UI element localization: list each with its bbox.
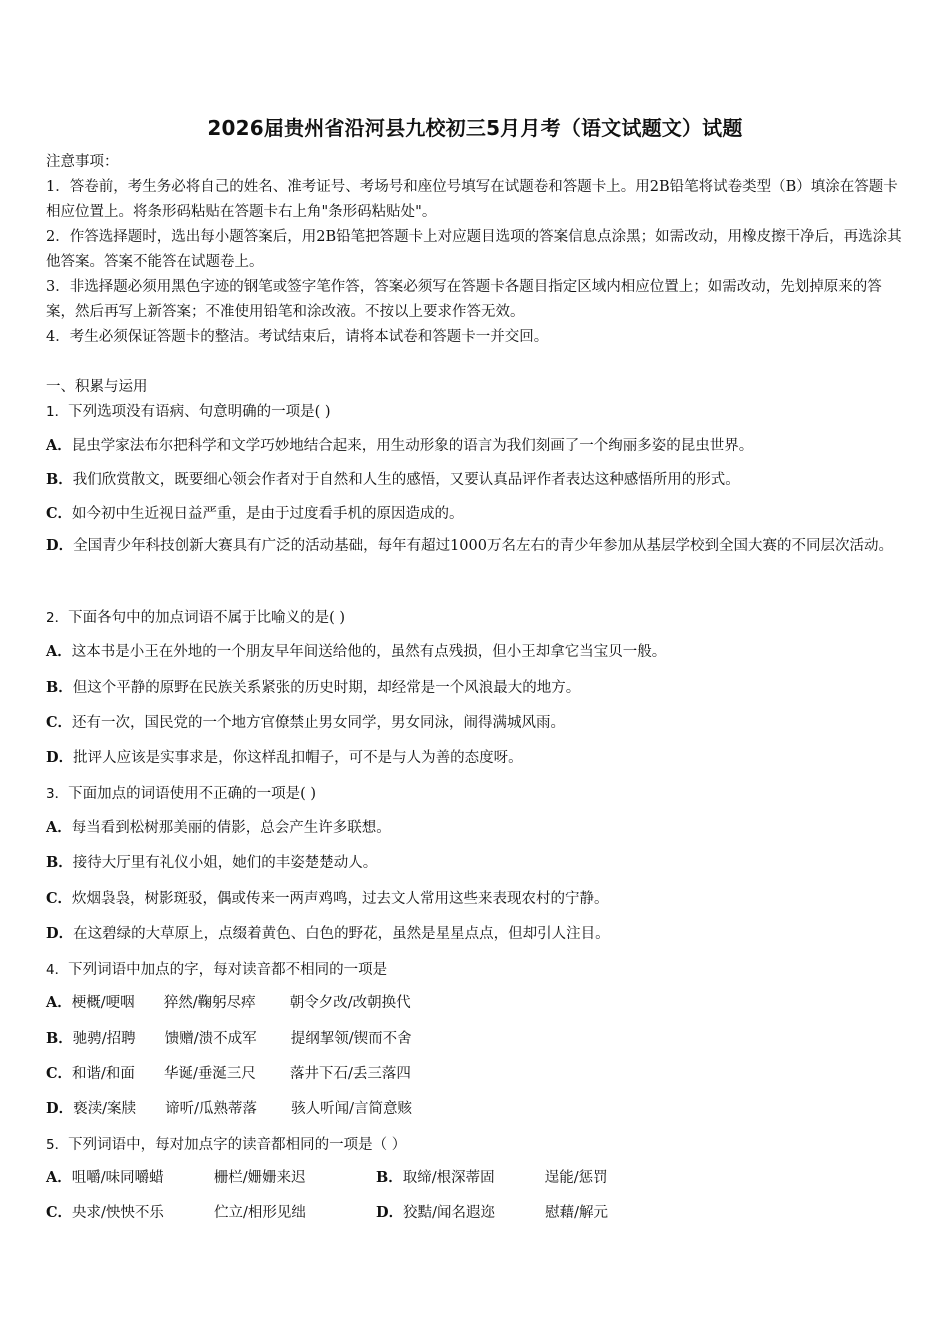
option-term: 取缔/根深蒂固 (402, 1170, 495, 1186)
q5-option-d (376, 1201, 608, 1222)
option-term: 伫立/相形见绌 (214, 1205, 306, 1221)
option-letter: D． (46, 925, 74, 942)
question-stem: 下面各句中的加点词语不属于比喻义的是( ) (68, 610, 346, 626)
question-stem: 下列词语中加点的字，每对读音都不相同的一项是 (68, 962, 388, 978)
option-letter: A． (46, 994, 72, 1011)
q3-option-d (46, 922, 916, 943)
option-letter: D． (46, 1100, 74, 1117)
option-term: 提纲挈领/锲而不舍 (290, 1031, 412, 1047)
option-term: 骇人听闻/言简意赅 (291, 1101, 412, 1117)
option-term: 咀嚼/味同嚼蜡 (71, 1170, 164, 1186)
page-title: 2026届贵州省沿河县九校初三5月月考（语文试题文）试题 (207, 116, 743, 140)
question-number: 4． (46, 962, 69, 978)
option-letter: C． (46, 890, 73, 907)
question-number: 1． (46, 404, 69, 420)
option-text: 这本书是小王在外地的一个朋友早年间送给他的，虽然有点残损，但小王却拿它当宝贝一般。 (71, 644, 667, 660)
question-2 (46, 606, 916, 627)
option-term: 驰骋/招聘 (72, 1031, 136, 1047)
notes-item: 3．非选择题必须用黑色字迹的钢笔或签字笔作答，答案必须写在答题卡各题目指定区域内相应位置上；如需改动，先划掉原来的答案，然后再写上新答案；不准使用铅笔和涂改液。不按以上要求作答无效。 (46, 279, 882, 320)
q5-row-ab (46, 1166, 916, 1187)
q2-option-c (46, 711, 916, 732)
option-term: 猝然/鞠躬尽瘁 (163, 995, 256, 1011)
option-letter: A． (46, 819, 72, 836)
option-letter: A． (46, 1169, 72, 1186)
option-text: 批评人应该是实事求是，你这样乱扣帽子，可不是与人为善的态度呀。 (73, 750, 523, 766)
q2-option-a (46, 640, 916, 661)
question-stem: 下列选项没有语病、句意明确的一项是( ) (68, 404, 331, 420)
question-number: 5． (46, 1137, 69, 1153)
q5-row-cd (46, 1201, 916, 1222)
q3-option-b (46, 851, 916, 872)
option-text: 全国青少年科技创新大赛具有广泛的活动基础，每年有超过1000万名左右的青少年参加从基层学校到全国大赛的不同层次活动。 (73, 538, 893, 554)
question-3 (46, 782, 916, 803)
notes-item: 4．考生必须保证答题卡的整洁。考试结束后，请将本试卷和答题卡一并交回。 (46, 329, 549, 345)
option-text: 接待大厅里有礼仪小姐，她们的丰姿楚楚动人。 (72, 855, 378, 871)
option-letter: C． (46, 1204, 73, 1221)
question-1 (46, 400, 916, 421)
question-stem: 下列词语中，每对加点字的读音都相同的一项是（ ） (68, 1137, 407, 1153)
option-term: 朝令夕改/改朝换代 (289, 995, 411, 1011)
option-letter: B． (46, 854, 73, 871)
q4-option-c (46, 1062, 916, 1083)
option-letter: B． (46, 471, 73, 488)
notes-heading: 注意事项： (46, 154, 119, 170)
option-term: 慰藉/解元 (545, 1205, 608, 1221)
q5-option-a (46, 1166, 376, 1187)
q5-option-c (46, 1201, 376, 1222)
question-4 (46, 958, 916, 979)
option-letter: D． (46, 749, 74, 766)
option-term: 谛听/瓜熟蒂落 (165, 1101, 257, 1117)
option-text: 我们欣赏散文，既要细心领会作者对于自然和人生的感悟，又要认真品评作者表达这种感悟所用的形式。 (72, 472, 740, 488)
option-text: 还有一次，国民党的一个地方官僚禁止男女同学，男女同泳，闹得满城风雨。 (72, 715, 566, 731)
option-term: 和谐/和面 (72, 1066, 135, 1082)
q1-option-a (46, 434, 916, 455)
question-5 (46, 1133, 916, 1154)
notes-item: 1．答卷前，考生务必将自己的姓名、准考证号、考场号和座位号填写在试题卷和答题卡上。用2B铅笔将试卷类型（B）填涂在答题卡相应位置上。将条形码粘贴在答题卡右上角"条形码粘贴处"。 (46, 179, 898, 220)
option-letter: B． (376, 1169, 403, 1186)
q1-option-c (46, 502, 916, 523)
q2-option-d (46, 746, 916, 767)
q1-option-b (46, 468, 916, 489)
notes-block (46, 150, 906, 350)
option-text: 每当看到松树那美丽的倩影，总会产生许多联想。 (71, 820, 391, 836)
option-term: 央求/怏怏不乐 (72, 1205, 164, 1221)
option-text: 昆虫学家法布尔把科学和文学巧妙地结合起来，用生动形象的语言为我们刻画了一个绚丽多姿的昆虫世界。 (71, 438, 754, 454)
q5-option-b (376, 1166, 608, 1187)
section-heading: 一、积累与运用 (46, 379, 148, 395)
option-text: 但这个平静的原野在民族关系紧张的历史时期，却经常是一个风浪最大的地方。 (72, 680, 581, 696)
option-letter: B． (46, 1030, 73, 1047)
option-letter: C． (46, 714, 73, 731)
option-text: 如今初中生近视日益严重，是由于过度看手机的原因造成的。 (72, 506, 464, 522)
q3-option-a (46, 816, 916, 837)
option-term: 落井下石/丢三落四 (290, 1066, 411, 1082)
option-term: 华诞/垂涎三尺 (164, 1066, 256, 1082)
option-letter: C． (46, 505, 73, 522)
question-number: 3． (46, 786, 69, 802)
option-letter: D． (46, 537, 74, 554)
question-number: 2． (46, 610, 69, 626)
q4-option-d (46, 1097, 916, 1118)
option-letter: A． (46, 437, 72, 454)
option-term: 逞能/惩罚 (544, 1170, 608, 1186)
option-term: 梗概/哽咽 (71, 995, 135, 1011)
option-term: 馈赠/溃不成军 (164, 1031, 257, 1047)
q1-option-d (46, 528, 906, 564)
option-term: 栅栏/姗姗来迟 (213, 1170, 306, 1186)
question-stem: 下面加点的词语使用不正确的一项是( ) (68, 786, 317, 802)
q2-option-b (46, 676, 916, 697)
q4-option-a (46, 991, 916, 1012)
option-term: 亵渎/案牍 (73, 1101, 136, 1117)
option-letter: A． (46, 643, 72, 660)
q3-option-c (46, 887, 916, 908)
q4-option-b (46, 1027, 916, 1048)
option-text: 在这碧绿的大草原上，点缀着黄色、白色的野花，虽然是星星点点，但却引人注目。 (73, 926, 610, 942)
option-letter: B． (46, 679, 73, 696)
option-term: 狡黠/闻名遐迩 (403, 1205, 495, 1221)
option-letter: C． (46, 1065, 73, 1082)
notes-item: 2．作答选择题时，选出每小题答案后，用2B铅笔把答题卡上对应题目选项的答案信息点涂黑；如需改动，用橡皮擦干净后，再选涂其他答案。答案不能答在试题卷上。 (46, 229, 902, 270)
option-text: 炊烟袅袅，树影斑驳，偶或传来一两声鸡鸣，过去文人常用这些来表现农村的宁静。 (72, 891, 609, 907)
option-letter: D． (376, 1204, 404, 1221)
